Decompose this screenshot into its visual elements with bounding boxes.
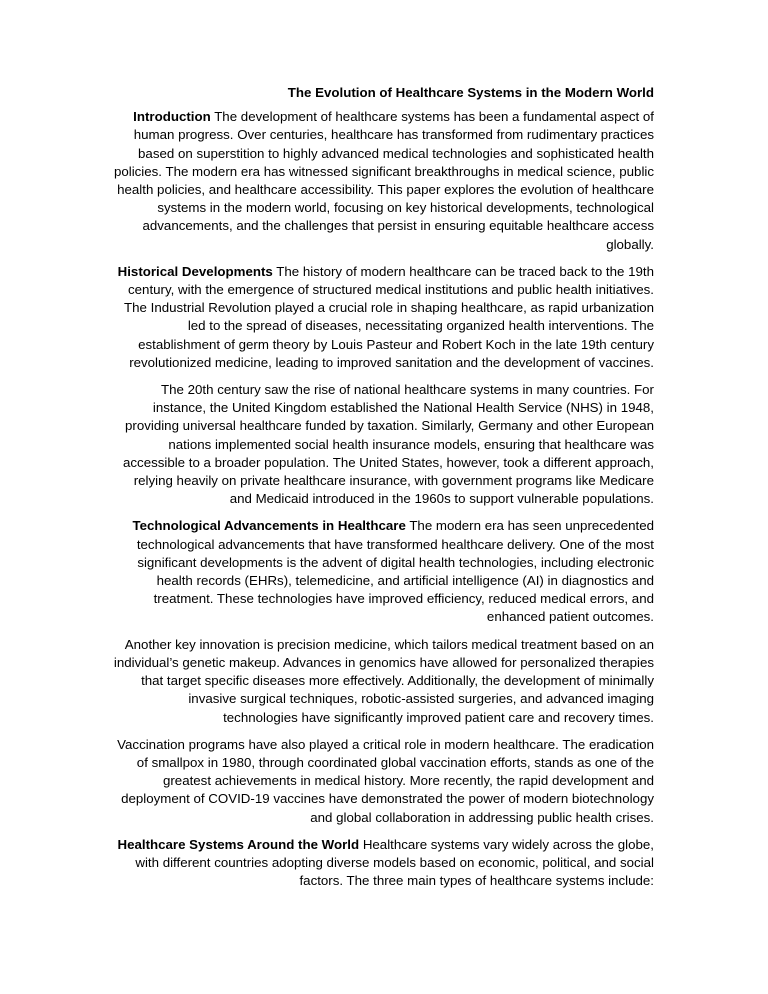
section-text: The 20th century saw the rise of national healthcare systems in many countries. For instance, the United Kingdom established the National Health Service (NHS) in 1948, providing universal healthcare funded by taxation. Similarly, Germany and other European nations implemented social health insurance models, ensuring that healthcare was accessible to a broader population. The United States, however, took a different approach, relying heavily on private healthcare insurance, with government programs like Medicare and Medicaid introduced in the 1960s to support vulnerable populations. [123,382,654,507]
section-technological-advancements [113,517,654,626]
section-heading: Introduction [133,109,211,125]
document-page [113,84,654,899]
section-introduction [113,108,654,254]
section-text: Vaccination programs have also played a critical role in modern healthcare. The eradication of smallpox in 1980, through coordinated global vaccination efforts, stands as one of the greatest achievements in medical history. More recently, the rapid development and deployment of COVID-19 vaccines have demonstrated the power of modern biotechnology and global collaboration in addressing public health crises. [117,736,654,825]
section-text: Another key innovation is precision medicine, which tailors medical treatment based on an individual’s genetic makeup. Advances in genomics have allowed for personalized therapies that target specific diseases more effectively. Additionally, the development of minimally invasive surgical techniques, robotic-assisted surgeries, and advanced imaging technologies have significantly improved patient care and recovery times. [113,636,654,725]
paragraph-precision-medicine [113,636,654,727]
section-text: Healthcare systems vary widely across the globe, with different countries adopting diverse models based on economic, political, and social factors. The three main types of healthcare systems include: [135,836,654,889]
section-historical-developments [113,263,654,372]
section-text: The modern era has seen unprecedented technological advancements that have transformed healthcare delivery. One of the most significant developments is the advent of digital health technologies, including electronic health records (EHRs), telemedicine, and artificial intelligence (AI) in diagnostics and treatment. These technologies have improved efficiency, reduced medical errors, and enhanced patient outcomes. [136,518,654,625]
section-text: The history of modern healthcare can be traced back to the 19th century, with the emergence of structured medical institutions and public health initiatives. The Industrial Revolution played a crucial role in shaping healthcare, as rapid urbanization led to the spread of diseases, necessitating organized health interventions. The establishment of germ theory by Louis Pasteur and Robert Koch in the late 19th century revolutionized medicine, leading to improved sanitation and the development of vaccines. [124,263,654,370]
section-heading: Historical Developments [117,263,273,279]
paragraph-20th-century [113,381,654,508]
section-heading: Healthcare Systems Around the World [117,836,360,852]
document-title: The Evolution of Healthcare Systems in the Modern World [287,85,654,100]
paragraph-vaccination [113,736,654,827]
section-healthcare-systems [113,836,654,891]
section-heading: Technological Advancements in Healthcare [132,518,406,534]
section-text: The development of healthcare systems has been a fundamental aspect of human progress. Over centuries, healthcare has transformed from rudimentary practices based on superstition to highly advanced medical technologies and sophisticated health policies. The modern era has witnessed significant breakthroughs in medical science, public health policies, and healthcare accessibility. This paper explores the evolution of healthcare systems in the modern world, focusing on key historical developments, technological advancements, and the challenges that persist in ensuring equitable healthcare access globally. [113,109,654,252]
